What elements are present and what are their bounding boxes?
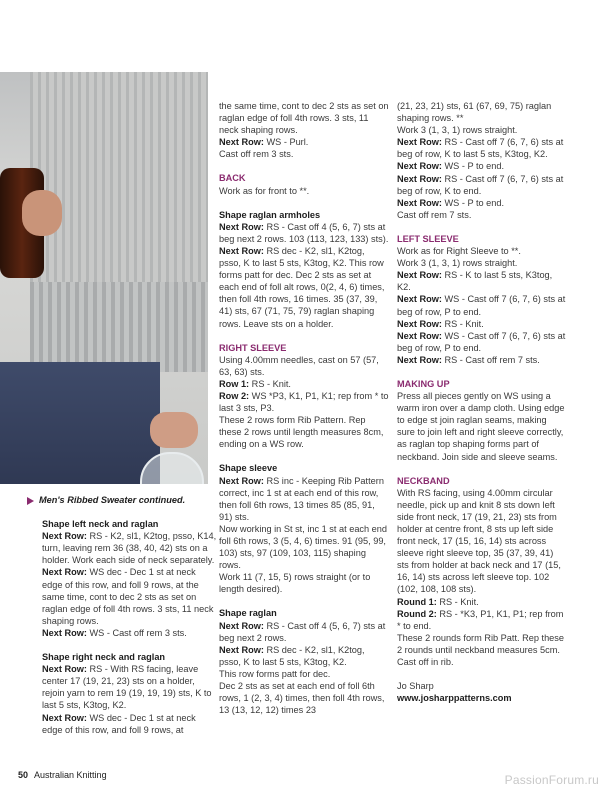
paragraph: These 2 rows form Rib Pattern. Rep these 2 rows until length measures 8cm, ending on a WS row.	[219, 415, 384, 450]
instruction: Next Row: RS - With RS facing, leave center 17 (19, 21, 23) sts on a holder, rejoin yarn to rem 19 (19, 19, 19) sts, K to last 5 sts, K3tog, K2.	[42, 664, 212, 711]
jeans	[0, 362, 160, 484]
heading-shape-raglan: Shape raglan	[219, 608, 277, 619]
instruction: Next Row: RS - Cast off 7 (6, 7, 6) sts at beg of row, K to last 5 sts, K3tog, K2.	[397, 137, 564, 160]
paragraph: Work as for Right Sleeve to **.	[397, 246, 521, 257]
paragraph: Work 3 (1, 3, 1) rows straight.	[397, 258, 518, 269]
instruction: Next Row: RS - Cast off 4 (5, 6, 7) sts at beg next 2 rows. 103 (113, 123, 133) sts).	[219, 221, 389, 244]
paragraph: With RS facing, using 4.00mm circular needle, pick up and knit 8 sts down left side front neck, 17 (19, 21, 23) sts from holder at centre front, 8 sts up left side front neck, 17 (15, 16, 14) sts across sleeve right sleeve top, 35 (37, 39, 41) sts from holder at back neck and 17 (15, 16, 14) sts across left sleeve top. 102 (102, 108, 108 sts).	[397, 487, 561, 595]
designer-credit: Jo Sharp	[397, 681, 434, 692]
instruction: Next Row: RS - K to last 5 sts, K3tog, K2.	[397, 270, 553, 293]
instruction: Next Row: RS - Knit.	[397, 318, 484, 329]
paragraph: (21, 23, 21) sts, 61 (67, 69, 75) raglan shaping rows. **	[397, 101, 552, 124]
sweater-rib-band	[30, 282, 208, 372]
hand-right	[150, 412, 198, 448]
instruction: Next Row: WS - Purl.	[219, 137, 309, 148]
paragraph: Work as for front to **.	[219, 185, 310, 196]
instruction: Next Row: WS - P to end.	[397, 197, 505, 208]
instruction: Next Row: RS - Cast off 7 (6, 7, 6) sts at beg of row, K to end.	[397, 173, 564, 196]
paragraph: Using 4.00mm needles, cast on 57 (57, 63, 63) sts.	[219, 354, 379, 377]
instruction: Next Row: RS - Cast off 4 (5, 6, 7) sts at beg next 2 rows.	[219, 620, 386, 643]
heading-neckband: NECKBAND	[397, 475, 450, 486]
instruction: Next Row: RS - K2, sl1, K2tog, psso, K14, turn, leaving rem 36 (38, 40, 42) sts on a holder. Work each side of neck separately.	[42, 531, 217, 566]
column-3	[397, 100, 567, 704]
paragraph: Now working in St st, inc 1 st at each end foll 6th rows, 3 (5, 4, 6) times. 91 (95, 99, 103) sts, 97 (109, 103, 115) shaping rows.	[219, 523, 388, 571]
heading-right-neck: Shape right neck and raglan	[42, 652, 166, 663]
paragraph: This row forms patt for dec.	[219, 668, 331, 679]
paragraph: Dec 2 sts as set at each end of foll 6th rows, 1 (2, 3, 4) times, then foll 4th rows, 13 (13, 12, 12) times 23	[219, 681, 385, 716]
paragraph: These 2 rounds form Rib Patt. Rep these 2 rounds until neckband measures 5cm. Cast off in rib.	[397, 632, 564, 668]
instruction: Row 1: RS - Knit.	[219, 378, 291, 389]
paragraph: Cast off rem 7 sts.	[397, 209, 472, 220]
instruction: Next Row: WS dec - Dec 1 st at neck edge of this row, and foll 9 rows, at	[42, 712, 196, 735]
paragraph: Press all pieces gently on WS using a warm iron over a damp cloth. Using edge to edge st join raglan seams, making sure to join left and right sleeve correctly, as raglan top shaping forms part of neckband. Join side and sleeve seams.	[397, 391, 565, 462]
hand-left	[22, 190, 62, 236]
heading-back: BACK	[219, 173, 246, 184]
sweater-photo	[0, 72, 208, 484]
continuation-intro: Men's Ribbed Sweater continued.	[27, 494, 218, 506]
column-2	[219, 100, 389, 716]
instruction: Next Row: WS - Cast off rem 3 sts.	[42, 627, 187, 638]
heading-making-up: MAKING UP	[397, 378, 450, 389]
heading-raglan-armholes: Shape raglan armholes	[219, 209, 321, 220]
instruction: Next Row: WS dec - Dec 1 st at neck edge of this row, and foll 9 rows, at the same time, cont to dec 2 sts as set on raglan edge of foll 4th rows. 3 sts, 11 neck shaping rows.	[42, 567, 214, 626]
instruction: Next Row: RS - Cast off rem 7 sts.	[397, 354, 540, 365]
paragraph: Work 3 (1, 3, 1) rows straight.	[397, 125, 518, 136]
instruction: Next Row: RS dec - K2, sl1, K2tog, psso, K to last 5 sts, K3tog, K2. This row forms patt for dec. Dec 2 sts as set at each end of foll alt rows, 0(2, 4, 6) times, then foll 4th rows, 16 times. 35 (37, 39, 41) sts, 67 (71, 75, 79) raglan shaping rows. Leave sts on a holder.	[219, 245, 385, 329]
instruction: Round 1: RS - Knit.	[397, 596, 479, 607]
instruction: Row 2: WS *P3, K1, P1, K1; rep from * to last 3 sts, P3.	[219, 390, 389, 414]
instruction: Next Row: WS - P to end.	[397, 161, 505, 172]
instruction: Next Row: RS inc - Keeping Rib Pattern correct, inc 1 st at each end of this row, then foll 6th rows, 13 times 85 (85, 91, 91) sts.	[219, 475, 384, 522]
heading-left-sleeve: LEFT SLEEVE	[397, 233, 459, 244]
magazine-name: Australian Knitting	[34, 770, 107, 780]
column-1	[39, 494, 218, 736]
heading-left-neck: Shape left neck and raglan	[42, 519, 159, 530]
instruction: Next Row: WS - Cast off 7 (6, 7, 6) sts at beg of row, P to end.	[397, 294, 566, 317]
instruction: Next Row: RS dec - K2, sl1, K2tog, psso, K to last 5 sts, K3tog, K2.	[219, 644, 365, 667]
paragraph: Work 11 (7, 15, 5) rows straight (or to length desired).	[219, 572, 371, 595]
instruction: Next Row: WS - Cast off 7 (6, 7, 6) sts at beg of row, P to end.	[397, 330, 566, 353]
designer-url: www.josharppatterns.com	[397, 693, 512, 704]
paragraph: the same time, cont to dec 2 sts as set on raglan edge of foll 4th rows. 3 sts, 11 neck shaping rows.	[219, 101, 389, 136]
instruction: Round 2: RS - *K3, P1, K1, P1; rep from * to end.	[397, 608, 564, 631]
watermark: PassionForum.ru	[504, 773, 599, 787]
heading-shape-sleeve: Shape sleeve	[219, 463, 278, 474]
paragraph: Cast off rem 3 sts.	[219, 149, 294, 160]
page-footer	[18, 770, 107, 780]
page-number: 50	[18, 770, 29, 780]
heading-right-sleeve: RIGHT SLEEVE	[219, 342, 287, 353]
triangle-bullet-icon	[27, 497, 34, 505]
